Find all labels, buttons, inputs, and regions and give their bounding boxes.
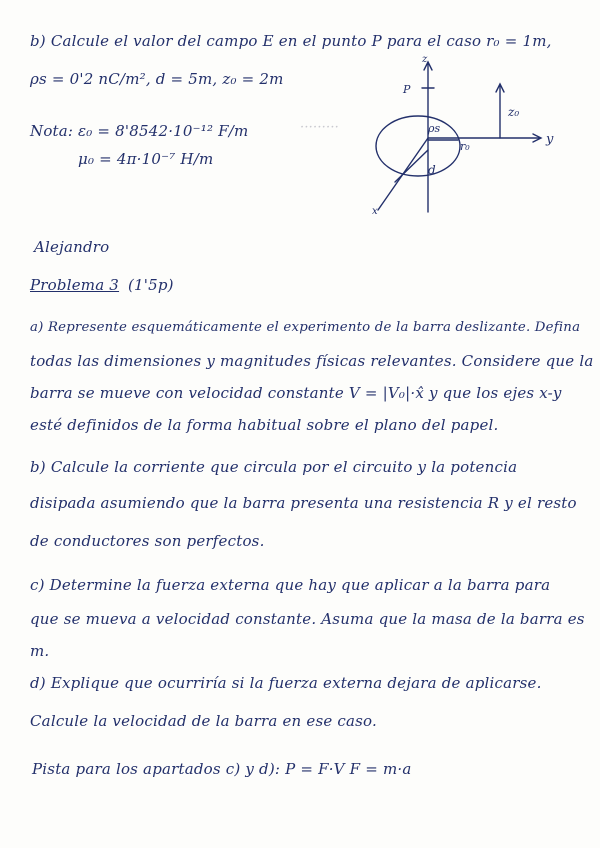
problem-points: (1'5p) xyxy=(128,276,174,294)
part-b-line-2: ρs = 0'2 nC/m², d = 5m, z₀ = 2m xyxy=(30,70,284,88)
note-label: Nota: xyxy=(30,122,74,140)
part-c-line-3: m. xyxy=(30,642,50,660)
part-a-line-4: esté definidos de la forma habitual sobre el plano del papel. xyxy=(30,416,499,434)
mu-value: μ₀ = 4π·10⁻⁷ H/m xyxy=(78,150,214,168)
part-b-line-1: b) Calcule el valor del campo E en el punto P para el caso r₀ = 1m, xyxy=(30,32,552,50)
epsilon-value: ε₀ = 8'8542·10⁻¹² F/m xyxy=(78,122,249,140)
part-a-line-3: barra se mueve con velocidad constante V = |V₀|·x̂ y que los ejes x-y xyxy=(30,384,562,402)
part-b2-line-1: b) Calcule la corriente que circula por el circuito y la potencia xyxy=(30,458,518,476)
author-name: Alejandro xyxy=(34,238,110,256)
label-r0: r₀ xyxy=(460,140,470,153)
part-a-line-1: a) Represente esquemáticamente el experimento de la barra deslizante. Defina xyxy=(30,320,581,335)
label-rho: ρs xyxy=(428,122,441,135)
part-c-line-1: c) Determine la fuerza externa que hay que aplicar a la barra para xyxy=(30,576,551,594)
hint-line: Pista para los apartados c) y d): P = F·V F = m·a xyxy=(32,760,412,778)
problem-title: Problema 3 xyxy=(30,276,120,294)
label-y: y xyxy=(546,132,554,147)
part-b2-line-2: disipada asumiendo que la barra presenta una resistencia R y el resto xyxy=(30,494,577,512)
label-d: d xyxy=(428,163,436,177)
charged-ring xyxy=(376,116,460,176)
exam-page: ········· b) Calcule el valor del campo E en el punto P para el caso r₀ = 1m, ρs = 0'2 nC/m², d = 5m, z₀ = 2m Nota: ε₀ = 8'8542·10⁻¹² F/m μ₀ = 4π·10⁻⁷ H/m z y x P z₀ ρs r₀ d Alejandro Problema 3 (1'5p) a) Represente esquemáticamente el experimento de la barra deslizante. Defina todas las dimensiones y magnitudes físicas relevantes. Considere que la barra se mueve con velocidad constante V = |V₀|·x̂ y que los ejes x-y esté definidos de la forma habitual sobre el plano del papel. b) Calcule la corriente que circula por el circuito y la potencia disipada asumiendo que la barra presenta una resistencia R y el resto de conductores son perfectos. c) Determine la fuerza externa que hay que aplicar a la barra para que se mueva a velocidad constante. Asuma que la masa de la barra es m. d) Explique que ocurriría si la fuerza externa dejara de aplicarse. Calcule la velocidad de la barra en ese caso. Pista para los apartados c) y d): P = F·V F = m·a xyxy=(0,0,600,848)
label-z: z xyxy=(422,54,428,65)
label-x: x xyxy=(372,206,378,217)
part-a-line-2: todas las dimensiones y magnitudes físicas relevantes. Considere que la xyxy=(30,352,594,370)
part-d-line-2: Calcule la velocidad de la barra en ese caso. xyxy=(30,712,377,730)
part-b2-line-3: de conductores son perfectos. xyxy=(30,532,265,550)
part-d-line-1: d) Explique que ocurriría si la fuerza externa dejara de aplicarse. xyxy=(30,674,542,692)
d-dimension xyxy=(395,150,428,182)
part-c-line-2: que se mueva a velocidad constante. Asuma que la masa de la barra es xyxy=(30,610,585,628)
label-z0: z₀ xyxy=(508,105,520,119)
label-p: P xyxy=(403,83,411,96)
